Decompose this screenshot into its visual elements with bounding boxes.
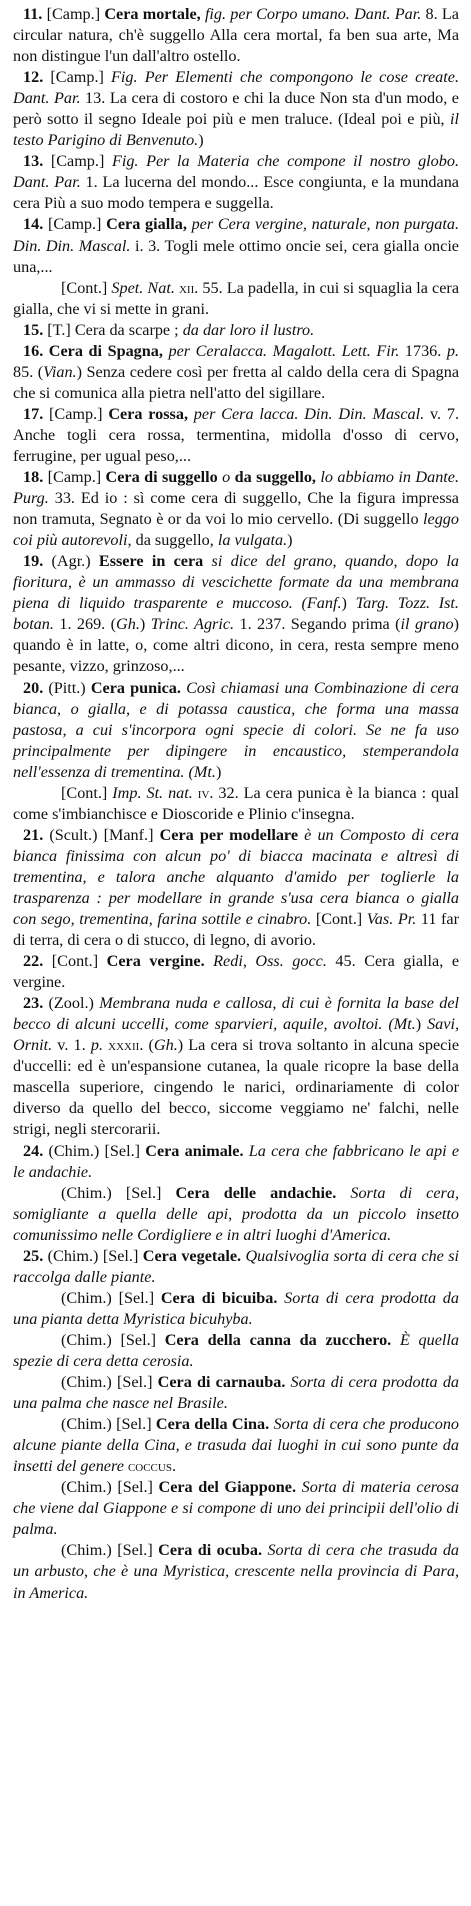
text-run: ): [198, 131, 204, 150]
bold-text: Cera vegetale.: [142, 1246, 246, 1265]
bold-text: 19.: [23, 552, 52, 571]
text-run: ): [415, 1015, 428, 1034]
text-run: (Pitt.): [48, 678, 91, 697]
sub-entry: [13, 1330, 459, 1372]
bold-text: 14.: [23, 215, 48, 234]
text-run: 1. 237. Segando prima (: [239, 615, 401, 634]
italic-text: Sorta di cera che trasuda da un arbusto, che è una Myristica, crescente nella provincia di Para, in America.: [13, 1541, 460, 1602]
text-run: ): [341, 594, 356, 613]
italic-text: Fanf.: [306, 594, 342, 613]
text-run: (Chim.) [Sel.]: [61, 1183, 176, 1202]
italic-text: il grano: [400, 615, 454, 634]
bold-text: Cera vergine.: [106, 952, 214, 971]
smallcaps-text: xxxii: [108, 1036, 140, 1055]
text-run: 33. Ed io : sì come cera di suggello, Che la figura impressa non tramuta, Segnato è or da voi lo mio cervello. (Di suggello: [13, 489, 459, 529]
dictionary-entry: [13, 551, 459, 677]
italic-text: Vas. Pr.: [366, 910, 421, 929]
bold-text: 17.: [23, 404, 50, 423]
bold-text: Cera rossa,: [108, 404, 194, 423]
italic-text: da dar loro il lustro.: [182, 320, 315, 339]
sub-entry: [13, 1477, 459, 1540]
text-run: ) quando è in latte, o, come altri dicono, in cera, resta sempre meno pesante, vizzo, grinzoso,...: [13, 615, 460, 676]
italic-text: È quella spezie di cera detta cerosia.: [13, 1330, 459, 1370]
bold-text: Essere in cera: [98, 552, 212, 571]
sub-entry: [13, 278, 459, 320]
text-run: ) Senza cedere così per fretta al caldo della cera di Spagna che si comunica alla pietra nell'atto del sigillare.: [13, 362, 460, 402]
italic-text: è un Composto di cera bianca finissima con alcun po' di biacca macinata e altresì di trementina, e talora anche alquanto d'amido per toglierle la trasparenza : per modellare in grande s'usa cera bianca o gialla con sego, trementina, farina sottile e cinabro.: [13, 825, 460, 929]
bold-text: Cera della Cina.: [155, 1415, 274, 1434]
bold-text: 23.: [23, 994, 49, 1013]
bold-text: Cera per modellare: [159, 825, 305, 844]
text-run: 8. La circular natura, ch'è suggello Alla cera mortal, fa ben sua arte, Ma non distingue l'un dall'altro ostello.: [13, 5, 459, 66]
text-run: ): [287, 531, 293, 550]
dictionary-entry: [13, 404, 459, 467]
dictionary-entry: [13, 4, 459, 67]
text-run: da suggello,: [135, 531, 218, 550]
bold-text: 11.: [23, 5, 47, 23]
bold-text: 16.: [23, 341, 49, 360]
dictionary-entry: [13, 951, 459, 993]
italic-text: Trinc. Agric.: [150, 615, 240, 634]
bold-text: Cera di ocuba.: [158, 1541, 268, 1560]
italic-text: o: [222, 468, 235, 487]
text-run: [T.] Cera da scarpe ;: [47, 320, 183, 339]
italic-text: Sorta di cera prodotta da una pianta detta Myristica bicuhyba.: [13, 1288, 459, 1328]
sub-entry: [13, 1288, 459, 1330]
dictionary-entry: [13, 214, 459, 277]
text-run: . 55. La padella, in cui si squaglia la cera gialla, che vi si mette in grani.: [13, 278, 460, 318]
text-run: (Chim.) [Sel.]: [61, 1541, 159, 1560]
bold-text: 20.: [23, 678, 49, 697]
dictionary-entry: [13, 993, 459, 1140]
bold-text: Cera della canna da zucchero.: [164, 1330, 400, 1349]
italic-text: Savi, Ornit.: [13, 1015, 459, 1055]
dictionary-entry: [13, 1246, 459, 1288]
text-run: [Camp.]: [49, 404, 109, 423]
italic-text: p.: [90, 1036, 109, 1055]
italic-text: Targ. Tozz. Ist. botan.: [13, 594, 459, 634]
bold-text: Cera punica.: [90, 678, 187, 697]
italic-text: Vian.: [43, 362, 77, 381]
text-run: ): [177, 1036, 189, 1055]
bold-text: Cera mortale,: [104, 5, 205, 23]
text-run: (Zool.): [48, 994, 100, 1013]
italic-text: per Cera vergine, naturale, non purgata. Din. Din. Mascal.: [13, 215, 459, 255]
bold-text: 18.: [23, 468, 48, 487]
dictionary-entry: [13, 678, 459, 783]
text-run: [Camp.]: [47, 215, 107, 234]
bold-text: Cera di Spagna,: [48, 341, 169, 360]
bold-text: Cera del Giappone.: [158, 1478, 302, 1497]
italic-text: lo abbiamo in Dante. Purg.: [13, 468, 460, 508]
text-run: (Chim.) [Sel.]: [61, 1288, 161, 1307]
sub-entry: [13, 1183, 459, 1246]
bold-text: Cera di suggello: [105, 468, 223, 487]
italic-text: Sorta di cera prodotta da una palma che nasce nel Brasile.: [13, 1373, 460, 1413]
bold-text: da suggello,: [234, 468, 321, 487]
text-run: (Chim.) [Sel.]: [48, 1141, 146, 1160]
dictionary-entry: [13, 151, 459, 214]
text-run: i. 3. Togli mele ottimo oncie sei, cera gialla oncie una,...: [13, 236, 459, 276]
text-run: [Cont.]: [315, 910, 367, 929]
text-run: ): [215, 762, 222, 781]
italic-text: La cera che fabbricano le api e le andachie.: [13, 1141, 460, 1181]
text-run: 85. (: [13, 362, 44, 381]
bold-text: 21.: [23, 825, 50, 844]
text-run: [Camp.]: [46, 5, 105, 23]
bold-text: 22.: [23, 952, 52, 971]
bold-text: 12.: [23, 68, 51, 87]
text-run: [Camp.]: [50, 152, 112, 171]
text-run: [Camp.]: [47, 468, 106, 487]
sub-entry: [13, 783, 459, 825]
text-run: 13. La cera di costoro e chi la duce Non sta d'un modo, e però sotto il segno Ideale poi più e men traluce. (Ideal poi e più,: [13, 89, 459, 129]
text-run: [Camp.]: [50, 68, 112, 87]
sub-entry: [13, 1540, 459, 1603]
text-run: . 32. La cera punica è la bianca : qual come s'imbianchisce e Dioscoride e Plinio c'insegna.: [13, 783, 460, 823]
bold-text: Cera delle andachie.: [175, 1183, 351, 1202]
dictionary-entry: [13, 467, 459, 551]
text-run: 45. Cera gialla, e vergine.: [13, 952, 460, 992]
text-run: La cera si trova soltanto in alcuna specie d'uccelli: ed è un'espansione cutanea, la quale ricopre la base della mascella superiore, cingendo le narici, ordinariamente di color diverso da quello del becco, siccome veggiamo ne' falchi, nelle strigi, negli stercorarii.: [13, 1036, 459, 1139]
italic-text: leggo coi più autorevoli,: [13, 510, 459, 550]
italic-text: per Cera lacca. Din. Din. Mascal.: [193, 404, 430, 423]
italic-text: Fig. Per Elementi che compongono le cose create. Dant. Par.: [13, 68, 459, 108]
text-run: (Chim.) [Sel.]: [61, 1330, 165, 1349]
italic-text: p.: [446, 341, 460, 360]
text-run: [Cont.]: [51, 952, 107, 971]
italic-text: Qualsivoglia sorta di cera che si raccolga dalle piante.: [13, 1246, 459, 1286]
text-run: v. 1.: [57, 1036, 91, 1055]
text-run: v. 7. Anche togli cera rossa, termentina, midolla d'osso di cervo, ferrugine, per ugual peso,...: [13, 404, 459, 465]
bold-text: 25.: [23, 1246, 48, 1265]
italic-text: Gh.: [153, 1036, 178, 1055]
italic-text: Membrana nuda e callosa, di cui è fornita la base del becco di alcuni uccelli, come sparvieri, aquile, avoltoi. (: [13, 994, 460, 1034]
text-run: [Cont.]: [61, 278, 112, 297]
italic-text: Sorta di cera, somigliante a quella delle api, prodotta da un piccolo insetto comunissimo nelle Cordigliere e in altri luoghi d'America.: [13, 1183, 459, 1244]
italic-text: la vulgata.: [217, 531, 288, 550]
bold-text: 15.: [23, 320, 48, 339]
italic-text: si dice del grano, quando, dopo la fioritura, è un ammasso di vescichette formate da una membrana piena di liquido trasparente e muccoso. (: [13, 552, 459, 613]
bold-text: Cera di carnauba.: [157, 1373, 291, 1392]
bold-text: 24.: [23, 1141, 49, 1160]
text-run: (Chim.) [Sel.]: [47, 1246, 143, 1265]
italic-text: il testo Parigino di Benvenuto.: [13, 110, 459, 150]
text-run: 1. La lucerna del mondo... Esce congiunta, e la mundana cera Più a suo modo tempera e suggella.: [13, 173, 459, 213]
dictionary-entry: [13, 67, 459, 151]
italic-text: Sorta di cera che producono alcune piante della Cina, e trasuda dai luoghi in cui sono punte da insetti del genere: [13, 1415, 460, 1476]
text-run: (Chim.) [Sel.]: [61, 1373, 158, 1392]
bold-text: 13.: [23, 152, 51, 171]
italic-text: Mt.: [393, 1015, 416, 1034]
smallcaps-text: coccus.: [127, 1457, 177, 1476]
italic-text: Imp. St. nat.: [112, 783, 198, 802]
sub-entry: [13, 1414, 459, 1477]
text-run: [Cont.]: [61, 783, 113, 802]
text-run: (Chim.) [Sel.]: [61, 1478, 159, 1497]
dictionary-entry: [13, 341, 459, 404]
italic-text: Gh.: [116, 615, 140, 634]
text-run: 11 far di terra, di cera o di stucco, di legno, di avorio.: [13, 910, 459, 950]
dictionary-entry: [13, 1141, 459, 1183]
italic-text: fig. per Corpo umano. Dant. Par.: [204, 5, 426, 23]
italic-text: Fig. Per la Materia che compone il nostro globo. Dant. Par.: [13, 152, 460, 192]
smallcaps-text: xii: [178, 278, 195, 297]
smallcaps-text: iv: [197, 783, 210, 802]
text-run: ): [139, 615, 151, 634]
italic-text: Mt.: [193, 762, 216, 781]
sub-entry: [13, 1372, 459, 1414]
text-run: (Agr.): [51, 552, 99, 571]
text-run: (Scult.) [Manf.]: [49, 825, 160, 844]
italic-text: Così chiamasi una Combinazione di cera bianca, o gialla, e di potassa caustica, che forma una massa pastosa, a cui s'incorpora ogni specie di colori. Se ne fa uso principalmente per dipingere in encaustico, stemperandola nell'essenza di trementina. (: [13, 678, 460, 781]
italic-text: Spet. Nat.: [111, 278, 179, 297]
dictionary-entry: [13, 825, 459, 951]
bold-text: Cera gialla,: [106, 215, 192, 234]
italic-text: Sorta di materia cerosa che viene dal Giappone e si compone di uno dei principii dell'olio di palma.: [13, 1478, 459, 1539]
dictionary-entry: [13, 320, 459, 341]
text-run: 1. 269. (: [59, 615, 117, 634]
italic-text: Redi, Oss. gocc.: [213, 952, 336, 971]
text-run: (Chim.) [Sel.]: [61, 1415, 156, 1434]
bold-text: Cera animale.: [145, 1141, 249, 1160]
text-run: 1736.: [404, 341, 447, 360]
bold-text: Cera di bicuiba.: [160, 1288, 285, 1307]
text-run: . (: [139, 1036, 154, 1055]
italic-text: per Ceralacca. Magalott. Lett. Fir.: [168, 341, 405, 360]
